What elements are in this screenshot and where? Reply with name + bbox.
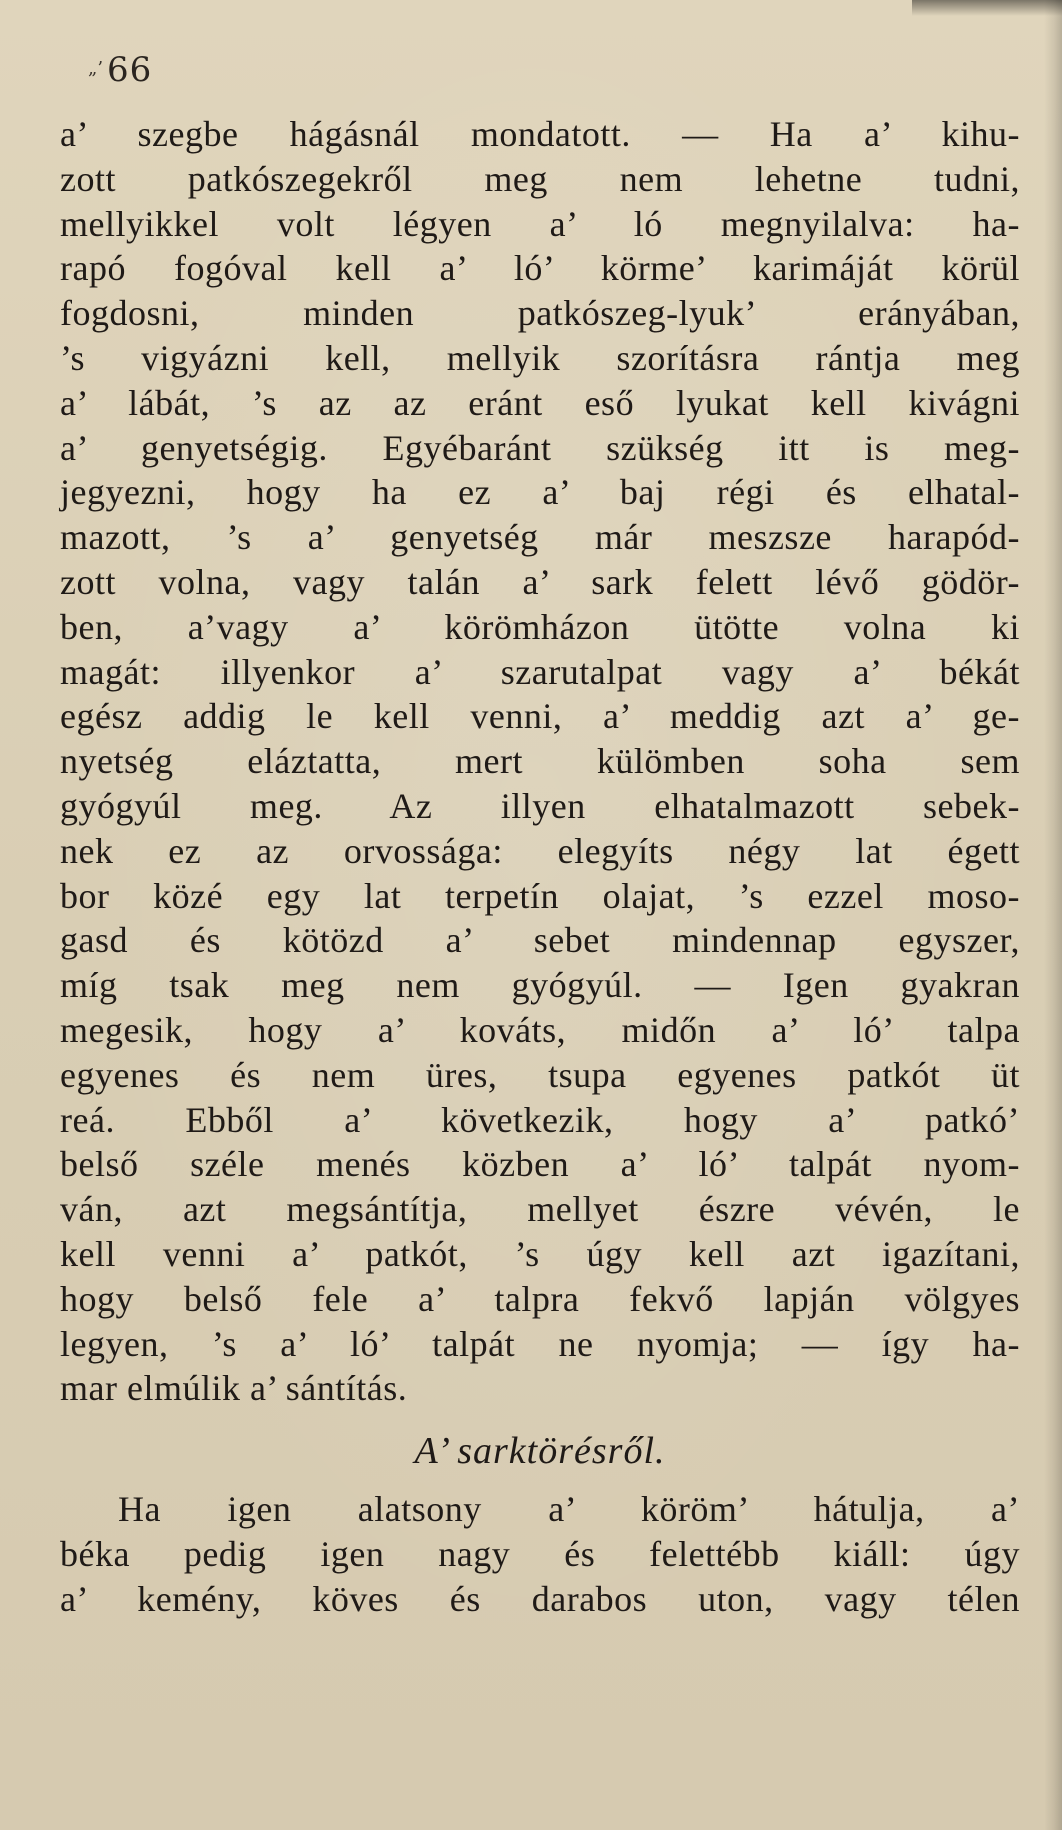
text-line-indented: Ha igen alatsony a’ köröm’ hátulja, a’ [118,1489,1020,1530]
text-line: magát: illyenkor a’ szarutalpat vagy a’ békát [60,651,1020,692]
stray-ink-mark: „’ [88,58,104,79]
text-line: gasd és kötözd a’ sebet mindennap egyszer, [60,920,1020,961]
text-line: belső széle menés közben a’ ló’ talpát nyom- [60,1144,1020,1185]
paragraph-hoof-treatment [60,112,1020,1411]
text-line: mazott, ’s a’ genyetség már meszsze harapód- [60,517,1020,558]
text-line: bor közé egy lat terpetín olajat, ’s ezzel moso- [60,875,1020,916]
text-line: jegyezni, hogy ha ez a’ baj régi és elhatal- [60,472,1020,513]
text-line: nyetség eláztatta, mert külömben soha sem [60,741,1020,782]
text-line: zott patkószegekről meg nem lehetne tudni, [60,158,1020,199]
text-line: béka pedig igen nagy és felettébb kiáll: úgy [60,1533,1020,1574]
text-line: egyenes és nem üres, tsupa egyenes patkót üt [60,1054,1020,1095]
text-line: hogy belső fele a’ talpra fekvő lapján völgyes [60,1278,1020,1319]
text-line: a’ kemény, köves és darabos uton, vagy télen [60,1578,1020,1619]
text-line: kell venni a’ patkót, ’s úgy kell azt igazítani, [60,1233,1020,1274]
text-line: ván, azt megsántítja, mellyet észre vévén, le [60,1189,1020,1230]
text-line-last: mar elmúlik a’ sántítás. [60,1368,408,1409]
page-corner-shadow [912,0,1062,16]
text-line: mellyikkel volt légyen a’ ló megnyilalva: ha- [60,203,1020,244]
text-line: nek ez az orvossága: elegyíts négy lat égett [60,830,1020,871]
text-line: fogdosni, minden patkószeg-lyuk’ erányában, [60,293,1020,334]
text-line: gyógyúl meg. Az illyen elhatalmazott sebek- [60,785,1020,826]
text-line: a’ genyetségig. Egyébaránt szükség itt is meg- [60,427,1020,468]
page-body-text [60,112,1020,1622]
text-line: ’s vigyázni kell, mellyik szorításra rántja meg [60,337,1020,378]
paragraph-heel-fracture [60,1487,1020,1621]
page-number: 66 [107,50,153,90]
text-line: ben, a’vagy a’ körömházon ütötte volna ki [60,606,1020,647]
text-line: zott volna, vagy talán a’ sark felett lévő gödör- [60,561,1020,602]
text-line: rapó fogóval kell a’ ló’ körme’ karimáját körül [60,248,1020,289]
text-line: a’ szegbe hágásnál mondatott. — Ha a’ kihu- [60,114,1020,154]
section-heading: A’ sarktörésről. [414,1430,666,1473]
text-line: reá. Ebből a’ következik, hogy a’ patkó’ [60,1099,1020,1140]
text-line: megesik, hogy a’ kováts, midőn a’ ló’ talpa [60,1009,1020,1050]
text-line: egész addig le kell venni, a’ meddig azt a’ ge- [60,696,1020,737]
text-line: míg tsak meg nem gyógyúl. — Igen gyakran [60,965,1020,1006]
page-edge-shadow [1044,0,1062,1830]
text-line: a’ lábát, ’s az az eránt eső lyukat kell kivágni [60,382,1020,423]
text-line: legyen, ’s a’ ló’ talpát ne nyomja; — így ha- [60,1323,1020,1364]
